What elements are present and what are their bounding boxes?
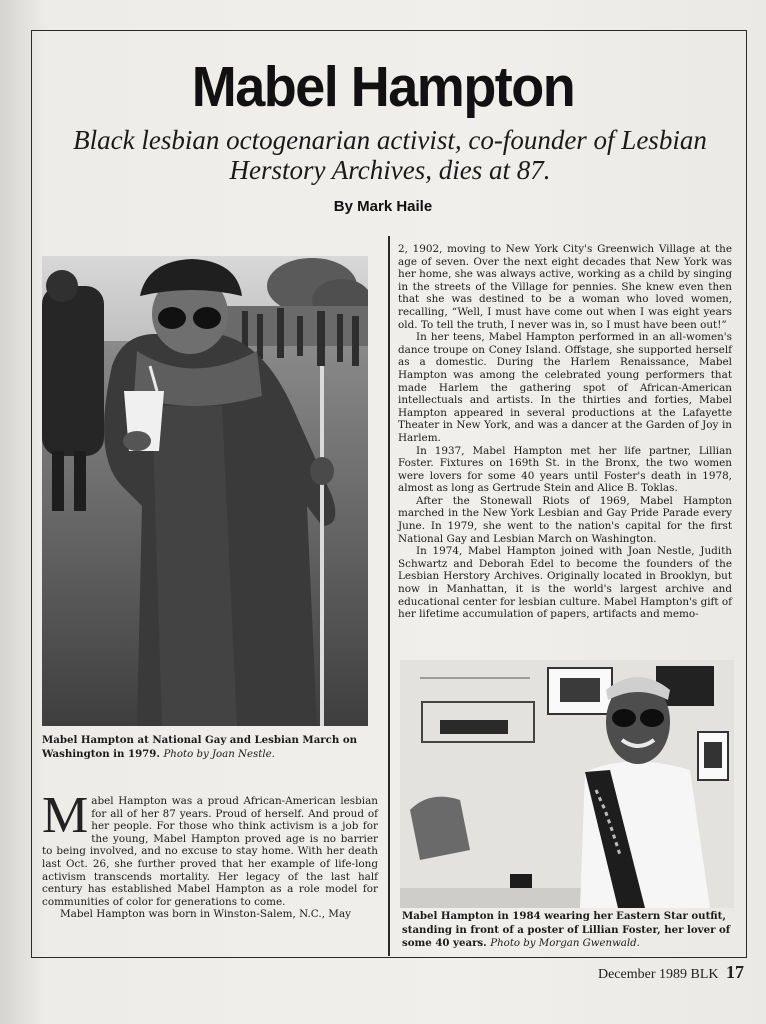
paragraph: 2, 1902, moving to New York City's Greenwich Village at the age of seven. Over the next eight decades that New York was her home, she was always active, working as a child by singing in the streets of the Village for pennies. She knew even then that she was destined to be a woman who loved women, recalling, “Well, I must have come out when I was eight years old. To tell the truth, I never was in, so I must have been out!” <box>398 243 732 331</box>
article-byline: By Mark Haile <box>333 198 433 215</box>
column-divider <box>388 236 390 956</box>
issue-date: December 1989 <box>597 967 687 982</box>
drop-cap: M <box>42 787 89 844</box>
page-number: 17 <box>726 962 744 982</box>
page-footer <box>598 962 744 983</box>
photo-credit: Photo by Morgan Gwenwald. <box>490 938 640 949</box>
right-column-text <box>398 243 732 621</box>
caption-text: Mabel Hampton at National Gay and Lesbian March on Washington in 1979. <box>42 734 358 760</box>
article-title: Mabel Hampton <box>191 55 575 119</box>
paragraph: In 1974, Mabel Hampton joined with Joan Nestle, Judith Schwartz and Deborah Edel to become the founders of the Lesbian Herstory Archives. Originally located in Brooklyn, but now in Manhattan, it is the world's largest archive and educational center for lesbian culture. Mabel Hampton's gift of her lifetime accumulation of papers, artifacts and memo- <box>398 545 732 621</box>
paragraph: In 1937, Mabel Hampton met her life partner, Lillian Foster. Fixtures on 169th St. in the Bronx, the two women were lovers for some 40 years until Foster's death in 1978, almost as long as Gertrude Stein and Alice B. Toklas. <box>398 444 732 495</box>
paragraph: abel Hampton was a proud African-American lesbian for all of her 87 years. Proud of herself. And proud of her people. For those who think activism is a job for the young, Mabel Hampton proved age is no barrier to being involved, and no excuse to stay home. With her death last Oct. 26, she further proved that her example of life-long activism transcends mortality. Her legacy of the last half century has established Mabel Hampton as a role model for communities of color for generations to come. <box>42 795 378 908</box>
eastern-star-photo-caption <box>402 910 736 951</box>
march-photo-illustration <box>42 256 368 726</box>
eastern-star-photo <box>400 660 734 908</box>
paragraph: After the Stonewall Riots of 1969, Mabel Hampton marched in the New York Lesbian and Gay Pride Parade every June. In 1979, she went to the nation's capital for the first National Gay and Lesbian March on Washington. <box>398 494 732 545</box>
magazine-name: BLK <box>690 967 719 982</box>
paragraph: Mabel Hampton was born in Winston-Salem, N.C., May <box>60 908 352 921</box>
march-photo <box>42 256 368 726</box>
photo-credit: Photo by Joan Nestle. <box>163 749 275 760</box>
eastern-star-photo-illustration <box>400 660 734 908</box>
caption-text: Mabel Hampton in 1984 wearing her Eastern Star outfit, standing in front of a poster of Lillian Foster, her lover of some 40 years. <box>402 910 731 949</box>
left-column-text <box>42 787 378 921</box>
paragraph: In her teens, Mabel Hampton performed in an all-women's dance troupe on Coney Island. Offstage, she supported herself as a domestic. During the Harlem Renaissance, Mabel Hampton was among the celebrated young performers that made Harlem the gathering spot of African-American intellectuals and artists. In the thirties and forties, Mabel Hampton appeared in several productions at the Lafayette Theater in New York, and was a dancer at the Garden of Joy in Harlem. <box>398 331 732 444</box>
march-photo-caption <box>42 733 378 762</box>
article-subtitle: Black lesbian octogenarian activist, co-founder of Lesbian Herstory Archives, dies at 87. <box>73 125 707 185</box>
